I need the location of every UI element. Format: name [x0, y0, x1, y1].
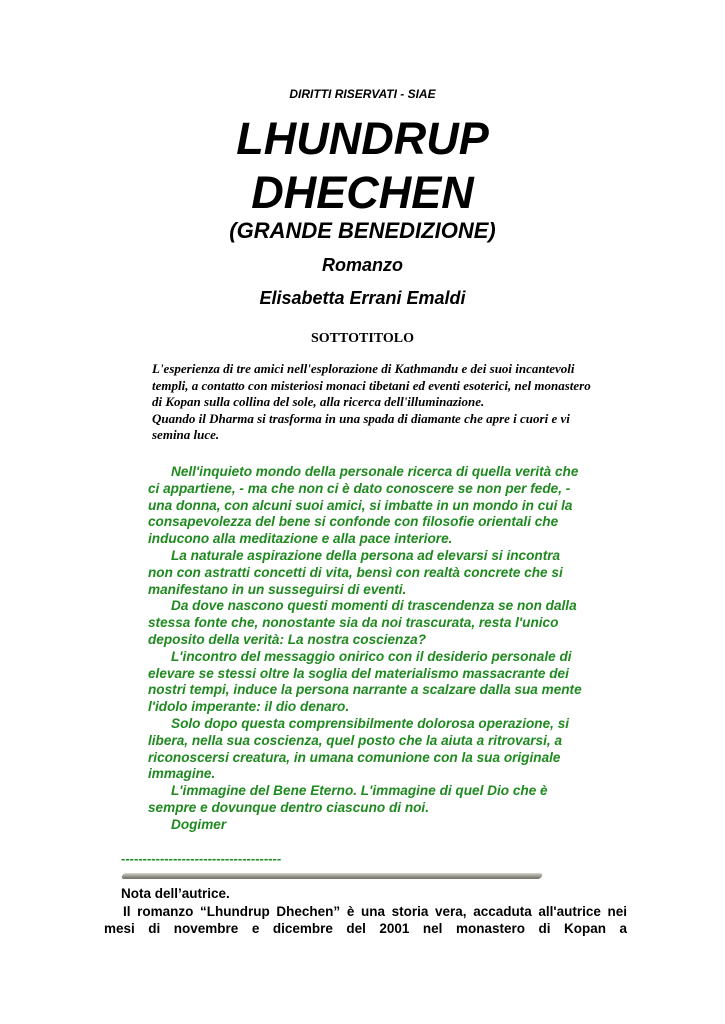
intro-paragraph: Quando il Dharma si trasforma in una spada di diamante che apre i cuori e vi semina luce. — [152, 410, 570, 442]
book-title-line-2: DHECHEN — [251, 167, 474, 218]
synopsis-paragraph: L'incontro del messaggio onirico con il desiderio personale di elevare se stessi oltre la soglia del materialismo massacrante dei nostri tempi, induce la persona narrante a scalzare dalla sua mente l'idolo imperante: il dio denaro. — [148, 648, 582, 715]
book-subtitle: (GRANDE BENEDIZIONE) — [229, 218, 496, 243]
synopsis-paragraph: Da dove nascono questi momenti di trascendenza se non dalla stessa fonte che, nonostante sia da noi trascurata, resta l'unico deposito della verità: La nostra coscienza? — [148, 598, 577, 647]
synopsis-paragraph: L'immagine del Bene Eterno. L'immagine di quel Dio che è sempre e dovunque dentro ciascuno di noi. — [148, 783, 548, 815]
book-title-line-1: LHUNDRUP — [236, 113, 489, 164]
intro-block — [152, 361, 592, 444]
synopsis-signature: Dogimer — [171, 816, 227, 832]
book-author: Elisabetta Errani Emaldi — [259, 288, 466, 308]
synopsis-paragraph: La naturale aspirazione della persona ad elevarsi si incontra non con astratti concetti di vita, bensì con realtà concrete che si manifestano in un susseguirsi di eventi. — [148, 547, 563, 597]
intro-paragraph: L'esperienza di tre amici nell'esplorazione di Kathmandu e dei suoi incantevoli templi, a contatto con misteriosi monaci tibetani ed eventi esoterici, nel monastero di Kopan sulla collina del sole, alla ricerca dell'illuminazione. — [152, 361, 591, 409]
synopsis-paragraph: Nell'inquieto mondo della personale ricerca di quella verità che ci appartiene, - ma che non ci è dato conoscere se non per fede, - una donna, con alcuni suoi amici, si imbatte in un mondo in cui la consapevolezza del bene si confonde con filosofie orientali che inducono alla meditazione e alla pace interiore. — [148, 464, 579, 547]
rights-notice: DIRITTI RISERVATI - SIAE — [289, 87, 436, 101]
book-title — [0, 112, 725, 220]
synopsis-paragraph: Solo dopo questa comprensibilmente dolorosa operazione, si libera, nella sua coscienza, quel posto che la aiuta a ritrovarsi, a riconoscersi creatura, in umana comunione con la sua originale immagine. — [148, 715, 570, 782]
note-body: Il romanzo “Lhundrup Dhechen” è una storia vera, accaduta all'autrice nei mesi di novembre e dicembre del 2001 nel monastero di Kopan a — [104, 904, 627, 936]
note-title: Nota dell’autrice. — [121, 886, 230, 901]
synopsis-block — [148, 464, 588, 834]
dashed-rule: ------------------------------------- — [121, 851, 282, 866]
separator-bar — [121, 873, 543, 879]
sottotitolo-heading: SOTTOTITOLO — [311, 331, 414, 346]
book-genre: Romanzo — [322, 255, 403, 275]
